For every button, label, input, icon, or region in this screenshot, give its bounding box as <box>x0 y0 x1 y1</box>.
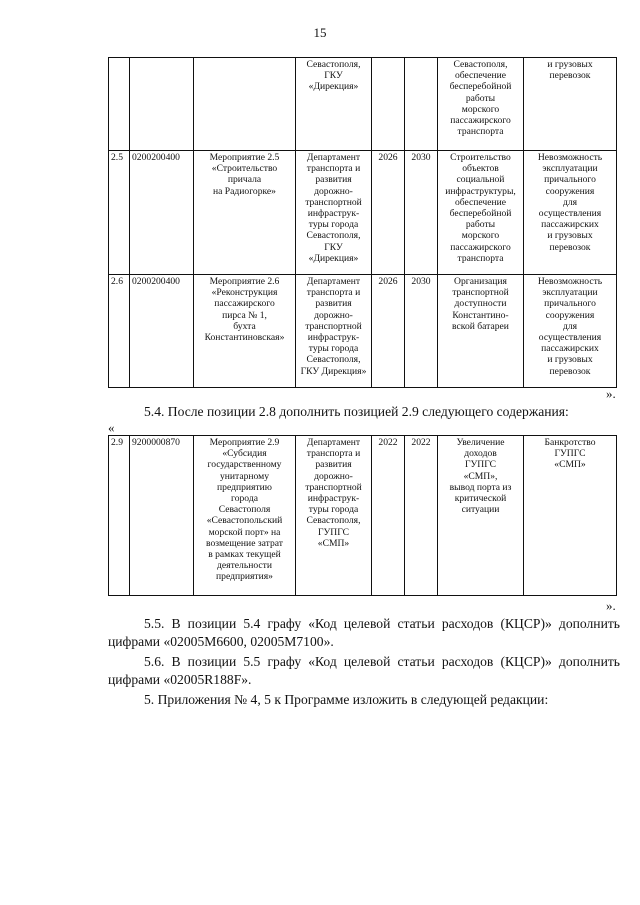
table-row <box>109 58 617 151</box>
cell-num: 2.9 <box>109 436 130 596</box>
cell-consequence: и грузовых перевозок <box>524 58 617 151</box>
cell-start-year <box>372 58 405 151</box>
cell-code: 9200000870 <box>130 436 194 596</box>
cell-event <box>194 58 296 151</box>
cell-end-year: 2030 <box>405 275 438 388</box>
cell-end-year <box>405 58 438 151</box>
cell-event: Мероприятие 2.9 «Субсидия государственному унитарному предприятию города Севастополя «Севастопольский морской порт» на возмещение затрат в рамках текущей деятельности предприятия» <box>194 436 296 596</box>
cell-result: Увеличение доходов ГУПГС «СМП», вывод порта из критической ситуации <box>438 436 524 596</box>
cell-event: Мероприятие 2.5 «Строительство причала на Радиогорке» <box>194 151 296 275</box>
cell-event: Мероприятие 2.6 «Реконструкция пассажирского пирса № 1, бухта Константиновская» <box>194 275 296 388</box>
cell-code <box>130 58 194 151</box>
cell-code: 0200200400 <box>130 151 194 275</box>
page-number: 15 <box>313 25 327 40</box>
cell-num <box>109 58 130 151</box>
cell-executor: Департамент транспорта и развития дорожно- транспортной инфраструк- туры города Севастополя, ГКУ «Дирекция» <box>296 151 372 275</box>
cell-result: Организация транспортной доступности Константино- вской батареи <box>438 275 524 388</box>
cell-code: 0200200400 <box>130 275 194 388</box>
closing-quote: ». <box>606 598 616 613</box>
cell-start-year: 2026 <box>372 151 405 275</box>
closing-quote: ». <box>606 386 616 401</box>
program-table-insert <box>108 435 617 596</box>
opening-quote: « <box>108 420 115 435</box>
cell-executor: Департамент транспорта и развития дорожно- транспортной инфраструк- туры города Севастополя, ГУПГС «СМП» <box>296 436 372 596</box>
cell-num: 2.6 <box>109 275 130 388</box>
paragraph-5-4: 5.4. После позиции 2.8 дополнить позицией 2.9 следующего содержания: <box>144 404 569 419</box>
cell-consequence: Невозможность эксплуатации причального сооружения для осуществления пассажирских и грузовых перевозок <box>524 151 617 275</box>
paragraph-5: 5. Приложения № 4, 5 к Программе изложить в следующей редакции: <box>144 692 549 707</box>
paragraph-5-5: 5.5. В позиции 5.4 графу «Код целевой статьи расходов (КЦСР)» дополнить цифрами «02005М6600, 02005М7100». <box>108 616 620 649</box>
cell-result: Севастополя, обеспечение бесперебойной работы морского пассажирского транспорта <box>438 58 524 151</box>
cell-executor: Севастополя, ГКУ «Дирекция» <box>296 58 372 151</box>
table-row <box>109 275 617 388</box>
paragraph-5-6: 5.6. В позиции 5.5 графу «Код целевой статьи расходов (КЦСР)» дополнить цифрами «02005R188F». <box>108 654 620 687</box>
cell-end-year: 2022 <box>405 436 438 596</box>
table-row <box>109 436 617 596</box>
cell-end-year: 2030 <box>405 151 438 275</box>
table-row <box>109 151 617 275</box>
cell-consequence: Банкротство ГУПГС «СМП» <box>524 436 617 596</box>
cell-num: 2.5 <box>109 151 130 275</box>
cell-consequence: Невозможность эксплуатации причального сооружения для осуществления пассажирских и грузовых перевозок <box>524 275 617 388</box>
cell-executor: Департамент транспорта и развития дорожно- транспортной инфраструк- туры города Севастополя, ГКУ Дирекция» <box>296 275 372 388</box>
cell-start-year: 2022 <box>372 436 405 596</box>
program-table-continuation <box>108 57 617 388</box>
cell-start-year: 2026 <box>372 275 405 388</box>
cell-result: Строительство объектов социальной инфраструктуры, обеспечение бесперебойной работы морского пассажирского транспорта <box>438 151 524 275</box>
